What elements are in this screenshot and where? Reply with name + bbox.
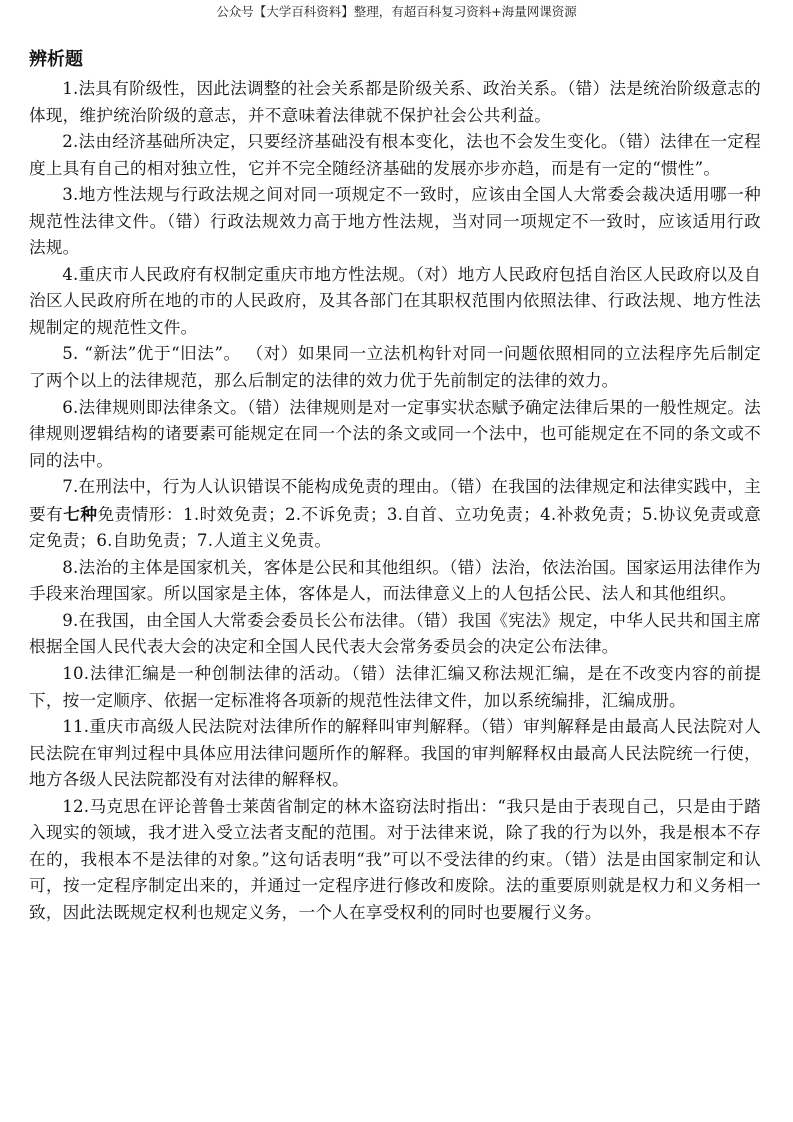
question-item-7 (29, 474, 761, 555)
page-header: 公众号【大学百科资料】整理，有超百科复习资料+海量网课资源 (216, 4, 577, 19)
question-item-6: 6.法律规则即法律条文。（错）法律规则是对一定事实状态赋予确定法律后果的一般性规定。法律规则逻辑结构的诸要素可能规定在同一个法的条文或同一个法中，也可能规定在不同的条文或不同的法中。 (29, 397, 761, 470)
question-item-5: 5. “新法”优于“旧法”。 （对）如果同一立法机构针对同一问题依照相同的立法程序先后制定了两个以上的法律规范，那么后制定的法律的效力优于先前制定的法律的效力。 (29, 344, 761, 391)
question-item-9: 9.在我国，由全国人大常委会委员长公布法律。（错）我国《宪法》规定，中华人民共和国主席根据全国人民代表大会的决定和全国人民代表大会常务委员会的决定公布法律。 (29, 610, 761, 657)
question-item-2: 2.法由经济基础所决定，只要经济基础没有根本变化，法也不会发生变化。（错）法律在一定程度上具有自己的相对独立性，它并不完全随经济基础的发展亦步亦趋，而是有一定的“惯性”。 (29, 132, 761, 178)
question-item-7-bold: 七种 (63, 503, 98, 524)
question-item-12: 12.马克思在评论普鲁士莱茵省制定的林木盗窃法时指出：“我只是由于表现自己，只是由于踏入现实的领域，我才进入受立法者支配的范围。对于法律来说，除了我的行为以外，我是根本不存在的，我根本不是法律的对象。”这句话表明“我”可以不受法律的约束。（错）法是由国家制定和认可，按一定程序制定出来的，并通过一定程序进行修改和废除。法的重要原则就是权力和义务相一致，因此法既规定权利也规定义务，一个人在享受权利的同时也要履行义务。 (29, 796, 761, 922)
question-item-4: 4.重庆市人民政府有权制定重庆市地方性法规。（对）地方人民政府包括自治区人民政府以及自治区人民政府所在地的市的人民政府，及其各部门在其职权范围内依照法律、行政法规、地方性法规制定的规范性文件。 (29, 264, 761, 337)
question-item-10: 10.法律汇编是一种创制法律的活动。（错）法律汇编又称法规汇编，是在不改变内容的前提下，按一定顺序、依据一定标准将各项新的规范性法律文件，加以系统编排，汇编成册。 (29, 664, 761, 710)
section-title: 辨析题 (29, 49, 83, 70)
question-list (29, 76, 761, 927)
question-item-7-after: 免责情形：1.时效免责；2.不诉免责；3.自首、立功免责；4.补救免责；5.协议免责或意定免责；6.自助免责；7.人道主义免责。 (29, 504, 761, 551)
question-item-7-before: 7.在刑法中，行为人认识错误不能构成免责的理由。（错）在我国的法律规定和法律实践中，主要有 (29, 477, 761, 524)
question-item-11: 11.重庆市高级人民法院对法律所作的解释叫审判解释。（错）审判解释是由最高人民法院对人民法院在审判过程中具体应用法律问题所作的解释。我国的审判解释权由最高人民法院统一行使，地方各级人民法院都没有对法律的解释权。 (29, 717, 761, 790)
question-item-1: 1.法具有阶级性，因此法调整的社会关系都是阶级关系、政治关系。（错）法是统治阶级意志的体现，维护统治阶级的意志，并不意味着法律就不保护社会公共利益。 (29, 79, 761, 125)
question-item-3: 3.地方性法规与行政法规之间对同一项规定不一致时，应该由全国人大常委会裁决适用哪一种规范性法律文件。（错）行政法规效力高于地方性法规，当对同一项规定不一致时，应该适用行政法规。 (29, 185, 761, 258)
question-item-8: 8.法治的主体是国家机关，客体是公民和其他组织。（错）法治，依法治国。国家运用法律作为手段来治理国家。所以国家是主体，客体是人，而法律意义上的人包括公民、法人和其他组织。 (29, 557, 761, 604)
